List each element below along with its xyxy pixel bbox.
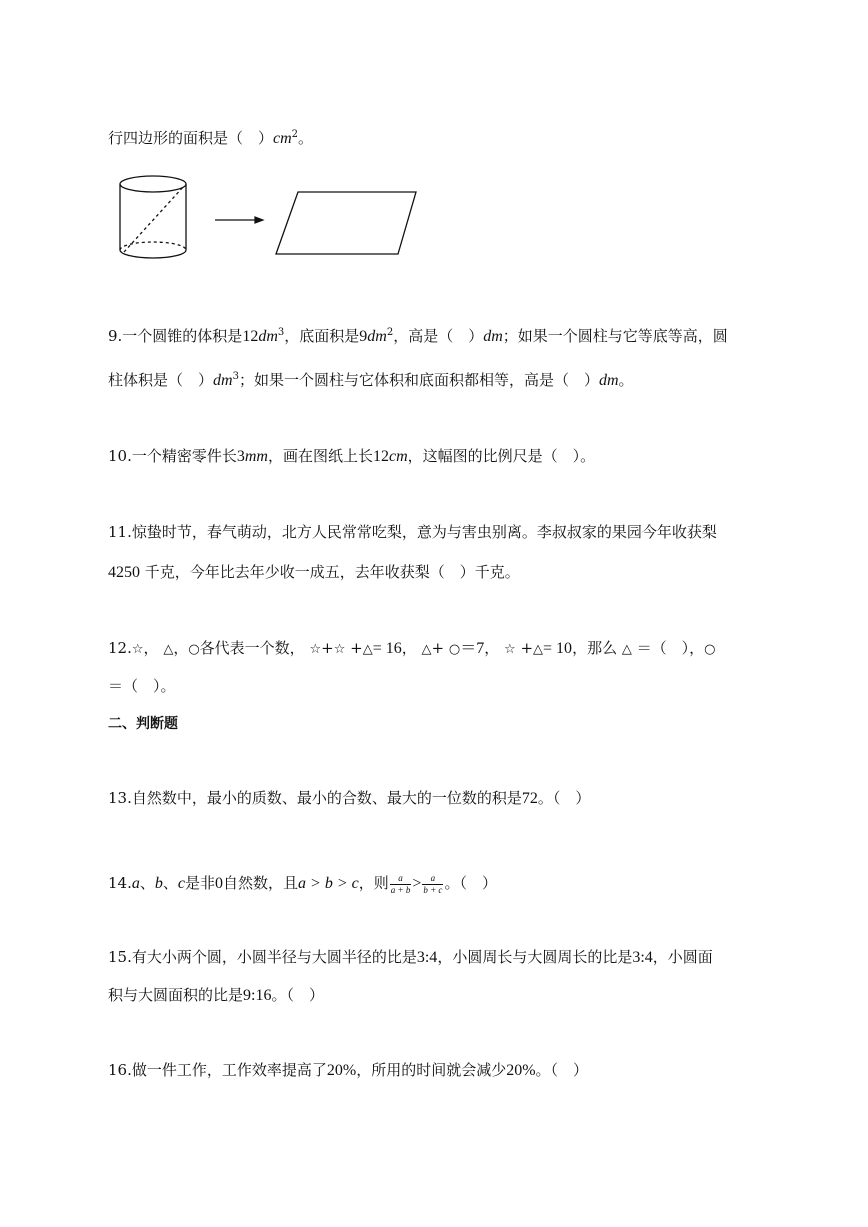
q14-text-a: 是非 [185, 874, 216, 892]
cylinder-to-parallelogram-figure [108, 172, 448, 264]
arrow-icon [215, 217, 263, 223]
q15-text-e: 。（ ） [271, 986, 324, 1004]
q14-var-c: c [177, 875, 185, 892]
q9-volume-exp: 3 [277, 327, 285, 338]
q15-text-a: 15.有大小两个圆，小圆半径与大圆半径的比是 [108, 948, 417, 966]
q11-line1 [108, 522, 717, 542]
q12-sep: ， [401, 639, 417, 657]
q9-text-b: ，底面积是 [284, 327, 360, 345]
circle-icon: ○ [704, 642, 716, 657]
q14-zero: 0 [215, 875, 224, 892]
q11-line2 [108, 562, 520, 583]
q15-ratio-2: 3:4 [632, 949, 653, 966]
star-icon: ☆ [131, 642, 144, 657]
q12-sep: ， [143, 639, 159, 657]
q12-prefix: 12. [108, 639, 132, 657]
q13-number: 72 [521, 790, 538, 807]
q14-fraction-2 [422, 873, 443, 896]
q13-text-b: 。（ ） [537, 789, 591, 807]
q12-plus: + [345, 639, 363, 657]
q14-gt: > [412, 875, 422, 892]
q12-plus: + [515, 639, 534, 657]
q12-eq2-value: ＝7 [460, 640, 485, 657]
q12-tail: ，那么 [572, 639, 618, 657]
q14-end: 。（ ） [444, 874, 497, 892]
q10-text-b: ，画在图纸上长 [267, 447, 373, 465]
parallelogram-shape [276, 192, 416, 254]
q9-text-a: 9.一个圆锥的体积是 [108, 327, 243, 345]
q14-inequality: a > b > c [298, 875, 359, 892]
q9-volume: 12 [242, 328, 259, 345]
q14-f1-num: a [398, 872, 403, 883]
q9-text-d: ；如果一个圆柱与它等底等高，圆 [502, 327, 728, 345]
q15-ratio-3: 9:16 [243, 987, 272, 1004]
circle-icon: ○ [448, 642, 461, 657]
q12-sep2: ， [173, 639, 189, 657]
q8-unit: cm [273, 130, 292, 147]
q12-line2 [108, 676, 176, 696]
q9-text-c: ，高是（ ） [393, 327, 484, 345]
q11-text-a: 11.惊蛰时节，春气萌动，北方人民常常吃梨，意为与害虫别离。李叔叔家的果园今年收获梨 [108, 523, 717, 541]
q8-end: 。 [298, 129, 314, 147]
q12-desc: 各代表一个数， [199, 639, 305, 657]
q8-tail-line [108, 128, 313, 149]
q10-length: 3 [236, 448, 245, 465]
q9-line2 [108, 370, 634, 391]
q14-text-b: 自然数，且 [223, 874, 299, 892]
triangle-icon: △ [163, 642, 174, 657]
q12-line1 [108, 638, 715, 660]
q15-text-c: ，小圆面 [652, 948, 713, 966]
q12-eq1-value: = 16 [372, 640, 402, 657]
q15-text-b: ，小圆周长与大圆周长的比是 [437, 948, 633, 966]
q12-plus: + [431, 639, 449, 657]
q10-text-c: ，这幅图的比例尺是（ ）。 [407, 447, 596, 465]
q14-var-b: b [154, 875, 163, 892]
q16-percent-1: 20% [326, 1062, 357, 1079]
q15-line1 [108, 947, 713, 968]
triangle-icon: △ [621, 642, 632, 657]
circle-icon: ○ [188, 642, 200, 657]
q12-answer-b: ＝（ ）。 [108, 677, 176, 695]
triangle-icon: △ [362, 642, 373, 657]
triangle-icon: △ [533, 642, 544, 657]
q8-text: 行四边形的面积是（ ） [108, 129, 274, 147]
q12-plus: + [321, 639, 334, 657]
q14-sep: 、 [162, 874, 178, 892]
q8-exp: 2 [291, 129, 299, 140]
q13-line [108, 788, 590, 809]
q9-area-unit: dm [367, 328, 387, 345]
q14-var-a: a [131, 875, 140, 892]
cylinder-shape [120, 176, 186, 258]
q10-text-a: 10.一个精密零件长 [108, 447, 237, 465]
q14-fraction-1 [390, 873, 412, 896]
q16-percent-2: 20% [506, 1062, 536, 1079]
q16-line [108, 1060, 588, 1081]
q9-text-e: 柱体积是（ ） [108, 371, 214, 389]
q9-line1 [108, 326, 728, 347]
star-icon: ☆ [309, 642, 322, 657]
q14-f1-den: a + b [390, 884, 411, 895]
q16-text-b: ，所用的时间就会减少 [356, 1061, 507, 1079]
triangle-icon: △ [421, 642, 432, 657]
q14-text-c: ，则 [358, 874, 389, 892]
q10-length2: 12 [372, 448, 389, 465]
q14-sep: 、 [139, 874, 155, 892]
q12-eq3-value: = 10 [543, 640, 573, 657]
q16-text-c: 。（ ） [535, 1061, 589, 1079]
q11-number: 4250 [108, 564, 140, 581]
q9-text-g: 。 [618, 371, 634, 389]
q9-volume2-unit: dm [213, 372, 233, 389]
q10-line [108, 446, 595, 467]
q10-length2-unit: cm [388, 448, 408, 465]
q12-answer-a: ＝（ ）， [631, 639, 705, 657]
q13-text-a: 13.自然数中，最小的质数、最小的合数、最大的一位数的积是 [108, 789, 522, 807]
q12-sep: ， [484, 639, 500, 657]
q10-length-unit: mm [244, 448, 268, 465]
star-icon: ☆ [504, 642, 516, 657]
q15-line2 [108, 985, 324, 1006]
q14-line [108, 870, 497, 897]
q11-text-b: 千克，今年比去年少收一成五，去年收获梨（ ）千克。 [140, 563, 520, 581]
q14-f2-den: b + c [423, 884, 443, 895]
q9-text-f: ；如果一个圆柱与它体积和底面积都相等，高是（ ） [238, 371, 599, 389]
q9-height2-unit: dm [598, 372, 619, 389]
q15-ratio-1: 3:4 [416, 949, 438, 966]
q9-height-unit: dm [483, 328, 503, 345]
q9-volume2-exp: 3 [232, 371, 239, 382]
q9-area-exp: 2 [386, 327, 394, 338]
star-icon: ☆ [333, 642, 346, 657]
q15-text-d: 积与大圆面积的比是 [108, 986, 244, 1004]
q14-prefix: 14. [108, 874, 132, 892]
section-heading [108, 714, 178, 734]
section-title: 二、判断题 [108, 716, 178, 732]
q9-area: 9 [359, 328, 368, 345]
q14-f2-num: a [430, 872, 436, 883]
q16-text-a: 16.做一件工作，工作效率提高了 [108, 1061, 327, 1079]
q9-volume-unit: dm [258, 328, 278, 345]
